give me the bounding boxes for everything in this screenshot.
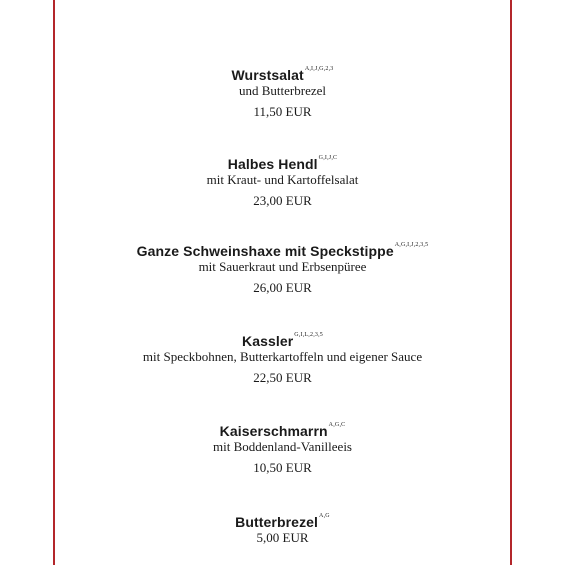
item-description: und Butterbrezel — [239, 83, 326, 98]
item-name: Ganze Schweinshaxe mit Speckstippe — [136, 243, 394, 259]
item-allergens: A,G,I,J,2,3,5 — [394, 242, 429, 248]
item-name: Wurstsalat — [231, 67, 304, 83]
item-allergens: G,I,J,C — [318, 155, 338, 161]
item-price: 5,00 EUR — [256, 530, 309, 545]
item-allergens: G,I,L,2,3,5 — [294, 332, 323, 338]
menu-item-kaiserschmarrn — [55, 415, 510, 478]
item-name: Kaiserschmarrn — [219, 423, 328, 439]
item-description: mit Boddenland-Vanilleeis — [212, 439, 352, 454]
menu-item-wurstsalat — [55, 59, 510, 122]
item-price: 22,50 EUR — [253, 370, 312, 385]
item-price: 23,00 EUR — [253, 193, 312, 208]
menu-item-butterbrezel — [55, 506, 510, 548]
item-price: 10,50 EUR — [253, 460, 312, 475]
item-allergens: A,G — [319, 513, 330, 519]
item-price: 26,00 EUR — [253, 280, 312, 295]
item-name: Halbes Hendl — [227, 156, 318, 172]
item-name: Kassler — [242, 333, 294, 349]
menu-item-kassler — [55, 325, 510, 388]
item-name: Butterbrezel — [235, 514, 319, 530]
right-border-line — [510, 0, 512, 565]
item-allergens: A,G,C — [328, 422, 346, 428]
menu-item-halbes-hendl — [55, 148, 510, 211]
item-price: 11,50 EUR — [253, 104, 312, 119]
item-description: mit Kraut- und Kartoffelsalat — [206, 172, 359, 187]
menu-item-schweinshaxe — [55, 235, 510, 298]
item-description: mit Speckbohnen, Butterkartoffeln und eigener Sauce — [142, 349, 423, 364]
item-allergens: A,I,J,G,2,3 — [304, 66, 334, 72]
item-description: mit Sauerkraut und Erbsenpüree — [198, 259, 367, 274]
